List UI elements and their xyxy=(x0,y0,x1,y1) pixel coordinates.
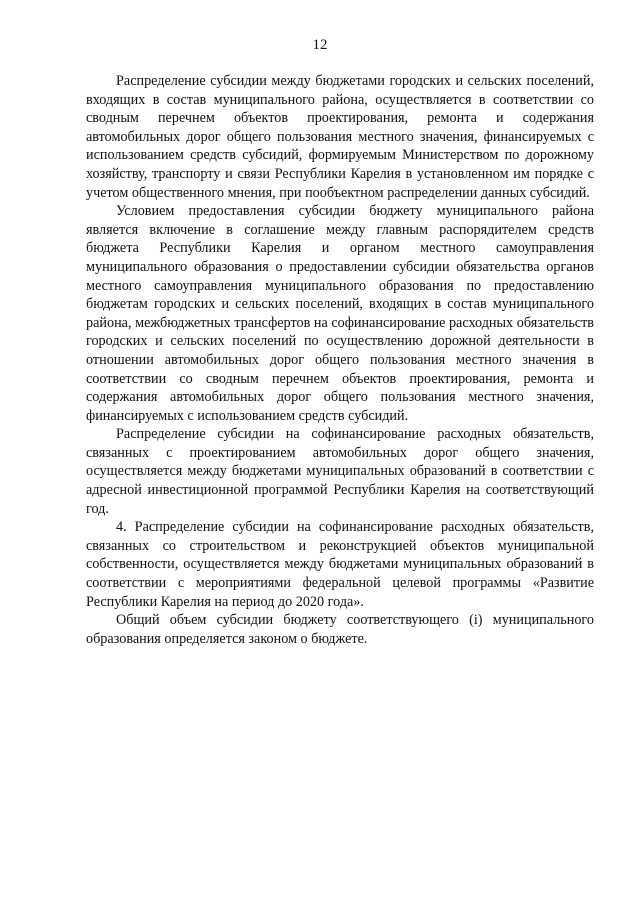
paragraph-subsidy-volume: Общий объем субсидии бюджету соответствующего (i) муниципального образования определяется законом о бюджете. xyxy=(86,612,594,647)
paragraph-subsidy-condition: Условием предоставления субсидии бюджету муниципального района является включение в соглашение между главным распорядителем средств бюджета Республики Карелия и органом местного самоуправления муниципального образования о предоставлении субсидии обязательства органов местного самоуправления муниципального образования по предоставлению бюджетам городских и сельских поселений, входящих в состав муниципального района, межбюджетных трансфертов на софинансирование расходных обязательств городских и сельских поселений по осуществлению дорожной деятельности в отношении автомобильных дорог общего пользования местного значения в соответствии со сводным перечнем объектов проектирования, ремонта и содержания автомобильных дорог общего пользования местного значения, финансируемых с использованием средств субсидий. xyxy=(86,203,594,424)
paragraph-construction-cofinancing: 4. Распределение субсидии на софинансирование расходных обязательств, связанных со строительством и реконструкцией объектов муниципальной собственности, осуществляется между бюджетами муниципальных образований в соответствии с мероприятиями федеральной целевой программы «Развитие Республики Карелия на период до 2020 года». xyxy=(86,519,594,610)
paragraph-subsidy-distribution: Распределение субсидии между бюджетами городских и сельских поселений, входящих в состав муниципального района, осуществляется в соответствии со сводным перечнем объектов проектирования, ремонта и содержания автомобильных дорог общего пользования местного значения, финансируемых с использованием средств субсидий, формируемым Министерством по дорожному хозяйству, транспорту и связи Республики Карелия в установленном им порядке с учетом общественного мнения, при пообъектном распределении данных субсидий. xyxy=(86,73,594,201)
document-body xyxy=(86,72,594,648)
page-number: 12 xyxy=(312,37,328,53)
paragraph-design-cofinancing: Распределение субсидии на софинансирование расходных обязательств, связанных с проектированием автомобильных дорог общего значения, осуществляется между бюджетами муниципальных образований в соответствии с адресной инвестиционной программой Республики Карелия на соответствующий год. xyxy=(86,426,594,517)
